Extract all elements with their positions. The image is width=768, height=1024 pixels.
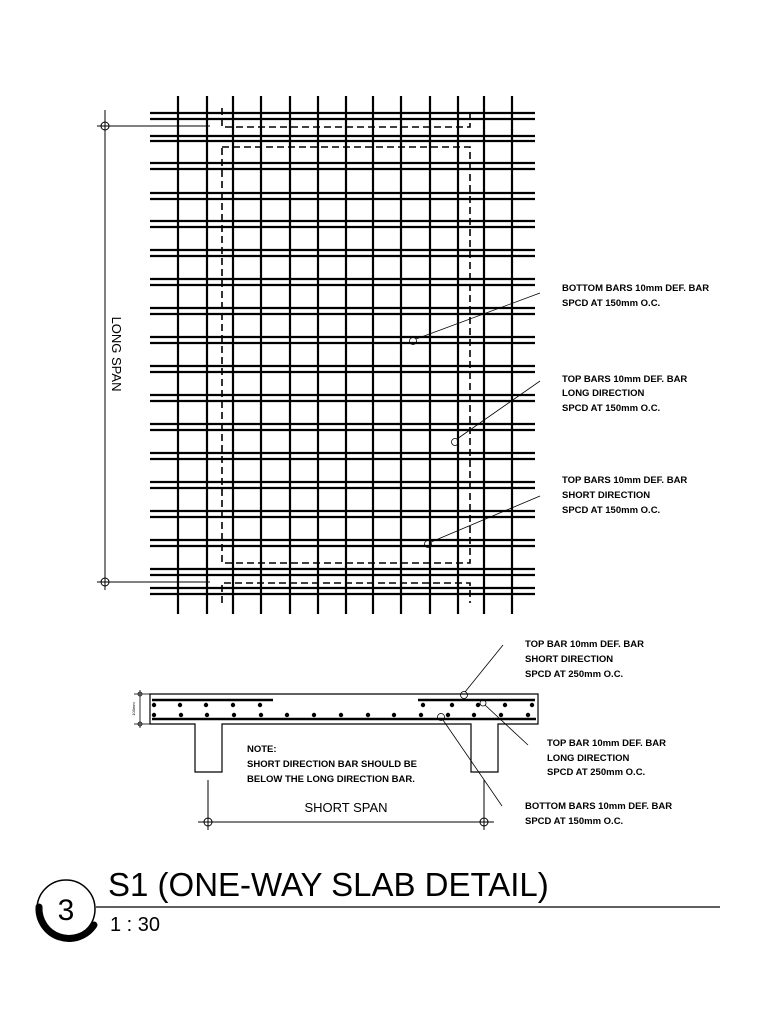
section-bar-dots [152,703,534,717]
callout-text-line: BOTTOM BARS 10mm DEF. BAR [525,801,673,812]
plan-callout-top-bars-long [452,374,688,446]
section-callout-top-long [480,700,666,778]
long-bar-dot [339,713,343,717]
long-bar-dot [152,703,156,707]
callout-text-line: SHORT DIRECTION [525,654,614,665]
detail-title: S1 (ONE-WAY SLAB DETAIL) [108,866,549,903]
callout-leader [443,720,502,806]
callout-text-line: SPCD AT 250mm O.C. [525,669,624,680]
long-bar-dot [530,703,534,707]
plan-rebar-grid [150,96,535,614]
callout-marker [461,692,468,699]
long-bar-dot [503,703,507,707]
long-bar-dot [232,713,236,717]
title-block [37,866,720,938]
callout-text-line: BOTTOM BARS 10mm DEF. BAR [562,283,710,294]
callout-text-line: LONG DIRECTION [547,753,630,764]
long-bar-dot [526,713,530,717]
long-bar-dot [476,703,480,707]
long-bar-dot [258,703,262,707]
long-bar-dot [204,703,208,707]
long-bar-dot [152,713,156,717]
long-bar-dot [205,713,209,717]
callout-text-line: LONG DIRECTION [562,388,645,399]
callout-leader [465,645,503,692]
thickness-dimension [134,690,150,728]
long-bar-dot [366,713,370,717]
callout-text-line: SPCD AT 250mm O.C. [547,767,646,778]
thickness-label: 100mm [131,702,136,716]
callout-text-line: SHORT DIRECTION [562,490,651,501]
note-line: BELOW THE LONG DIRECTION BAR. [247,774,415,785]
long-bar-dot [421,703,425,707]
plan-view [97,96,709,614]
callout-leader [416,293,540,339]
callout-text-line: SPCD AT 150mm O.C. [562,505,661,516]
callout-text-line: TOP BARS 10mm DEF. BAR [562,374,688,385]
callout-text-line: TOP BAR 10mm DEF. BAR [547,738,666,749]
section-view [131,639,672,830]
section-note [247,744,417,785]
long-bar-dot [312,713,316,717]
detail-scale: 1 : 30 [110,914,161,936]
callout-text-line: SPCD AT 150mm O.C. [525,816,624,827]
callout-text-line: SPCD AT 150mm O.C. [562,403,661,414]
long-bar-dot [499,713,503,717]
long-bar-dot [392,713,396,717]
callout-text-line: TOP BAR 10mm DEF. BAR [525,639,644,650]
long-bar-dot [450,703,454,707]
long-bar-dot [472,713,476,717]
long-span-label: LONG SPAN [109,316,124,392]
long-bar-dot [419,713,423,717]
long-bar-dot [446,713,450,717]
callout-leader [485,705,528,745]
long-bar-dot [231,703,235,707]
long-bar-dot [259,713,263,717]
long-bar-dot [179,713,183,717]
long-bar-dot [178,703,182,707]
detail-number: 3 [57,894,75,927]
short-span-label: SHORT SPAN [304,800,388,815]
section-callout-top-short [461,639,645,699]
note-line: NOTE: [247,744,277,755]
long-bar-dot [285,713,289,717]
note-line: SHORT DIRECTION BAR SHOULD BE [247,759,417,770]
callout-text-line: TOP BARS 10mm DEF. BAR [562,475,688,486]
callout-leader [431,496,540,542]
callout-text-line: SPCD AT 150mm O.C. [562,298,661,309]
